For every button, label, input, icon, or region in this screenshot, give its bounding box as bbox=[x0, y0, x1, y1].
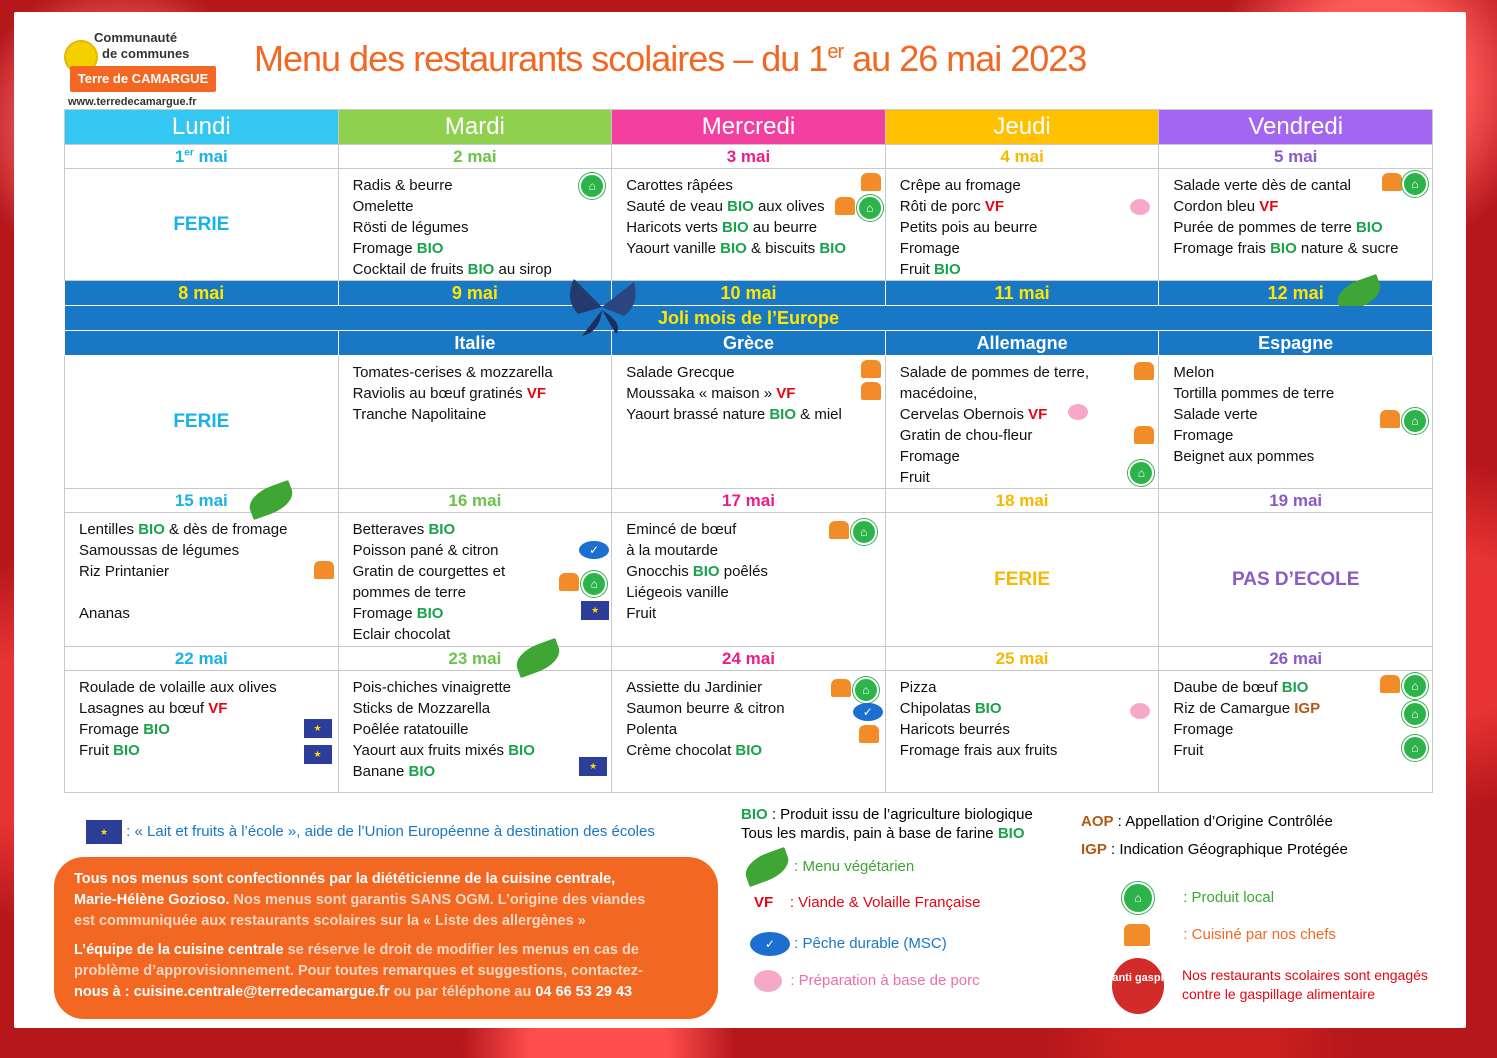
menu-cell: FERIE bbox=[65, 356, 339, 489]
day-mercredi: Mercredi bbox=[612, 110, 886, 145]
legend-veg: : Menu végétarien bbox=[744, 854, 914, 880]
menu-item: Emincé de bœuf bbox=[626, 521, 737, 538]
menu-item: Yaourt vanille BIO & biscuits BIO bbox=[626, 240, 847, 257]
info-line: nous à : cuisine.centrale@terredecamargue.fr ou par téléphone au 04 66 53 29 43 bbox=[74, 984, 633, 1000]
date-cell: 8 mai bbox=[65, 281, 339, 306]
menu-item: Tomates-cerises & mozzarella bbox=[352, 364, 553, 381]
pig-icon bbox=[754, 970, 782, 992]
menu-cell bbox=[65, 671, 339, 793]
chef-hat-icon bbox=[1382, 173, 1402, 191]
logo bbox=[64, 22, 224, 108]
menu-item: Pois-chiches vinaigrette bbox=[352, 679, 512, 696]
msc-fish-icon: ✓ bbox=[579, 541, 609, 559]
menu-item: Fruit bbox=[899, 469, 930, 486]
chef-hat-icon bbox=[1134, 426, 1154, 444]
logo-url: www.terredecamargue.fr bbox=[68, 96, 197, 108]
menu-item bbox=[79, 582, 328, 603]
menu-item: Cordon bleu VF bbox=[1173, 198, 1279, 215]
msc-fish-icon: ✓ bbox=[853, 703, 883, 721]
chef-hat-icon bbox=[1134, 362, 1154, 380]
menu-page bbox=[14, 12, 1466, 1028]
chef-hat-icon bbox=[1380, 675, 1400, 693]
chef-hat-icon bbox=[1380, 410, 1400, 428]
date-cell: 10 mai bbox=[612, 281, 886, 306]
country-cell: Espagne bbox=[1159, 331, 1433, 356]
legend-labels: AOP : Appellation d’Origine Contrôlée IGP : Indication Géographique Protégée bbox=[1081, 813, 1348, 858]
legend-chefs: : Cuisiné par nos chefs bbox=[1124, 924, 1336, 946]
basket-icon: ⌂ bbox=[851, 519, 877, 545]
logo-line1: Communauté bbox=[94, 30, 178, 45]
chef-hat-icon bbox=[861, 173, 881, 191]
menu-cell bbox=[1159, 356, 1433, 489]
menu-item: Polenta bbox=[626, 721, 678, 738]
chef-hat-icon bbox=[861, 382, 881, 400]
menu-cell bbox=[885, 169, 1159, 281]
menu-item: Fromage BIO bbox=[352, 605, 444, 622]
basket-icon: ⌂ bbox=[853, 677, 879, 703]
date-cell: 4 mai bbox=[885, 145, 1159, 169]
menu-item: Omelette bbox=[352, 198, 414, 215]
menu-cell bbox=[338, 356, 612, 489]
basket-icon: ⌂ bbox=[1402, 171, 1428, 197]
menu-item: Fruit BIO bbox=[79, 742, 140, 759]
date-cell: 26 mai bbox=[1159, 647, 1433, 671]
menu-item: Gratin de courgettes et bbox=[352, 563, 506, 580]
menu-item: Ananas bbox=[79, 605, 130, 622]
menu-cell bbox=[612, 513, 886, 647]
menu-item: Haricots beurrés bbox=[899, 721, 1010, 738]
dates-week3 bbox=[65, 489, 1433, 513]
basket-icon: ⌂ bbox=[579, 173, 605, 199]
menu-cell: FERIE bbox=[885, 513, 1159, 647]
legend-eu: ★ : « Lait et fruits à l’école », aide de l’Union Européenne à destination des écoles bbox=[86, 820, 655, 844]
chef-hat-icon bbox=[859, 725, 879, 743]
dates-week2 bbox=[65, 281, 1433, 306]
menu-week2 bbox=[65, 356, 1433, 489]
msc-fish-icon: ✓ bbox=[750, 932, 790, 956]
menu-cell bbox=[885, 671, 1159, 793]
menu-item: Melon bbox=[1173, 364, 1215, 381]
chef-hat-icon bbox=[831, 679, 851, 697]
date-cell: 3 mai bbox=[612, 145, 886, 169]
date-cell: 11 mai bbox=[885, 281, 1159, 306]
date-cell: 19 mai bbox=[1159, 489, 1433, 513]
menu-item: macédoine, bbox=[899, 385, 978, 402]
menu-item: Gnocchis BIO poêlés bbox=[626, 563, 768, 580]
date-cell: 23 mai bbox=[338, 647, 612, 671]
date-cell: 15 mai bbox=[65, 489, 339, 513]
menu-cell: FERIE bbox=[65, 169, 339, 281]
menu-item: Fromage bbox=[1173, 721, 1234, 738]
info-line: Tous nos menus sont confectionnés par la diététicienne de la cuisine centrale, bbox=[74, 871, 616, 887]
logo-band: Terre de CAMARGUE bbox=[70, 66, 216, 92]
days-header bbox=[65, 110, 1433, 145]
legend-porc: : Préparation à base de porc bbox=[754, 970, 980, 992]
dates-week1 bbox=[65, 145, 1433, 169]
menu-item: Chipolatas BIO bbox=[899, 700, 1002, 717]
menu-cell bbox=[1159, 169, 1433, 281]
menu-table bbox=[64, 109, 1433, 793]
menu-item: Yaourt aux fruits mixés BIO bbox=[352, 742, 535, 759]
menu-item: Pizza bbox=[899, 679, 937, 696]
date-cell: 12 mai bbox=[1159, 281, 1433, 306]
menu-item: Salade verte bbox=[1173, 406, 1258, 423]
legend-local: ⌂ : Produit local bbox=[1122, 882, 1274, 914]
page-title: Menu des restaurants scolaires – du 1er au 26 mai 2023 bbox=[254, 38, 1087, 79]
date-cell: 24 mai bbox=[612, 647, 886, 671]
menu-item: Sticks de Mozzarella bbox=[352, 700, 491, 717]
info-line: Marie-Hélène Gozioso. Nos menus sont garantis SANS OGM. L’origine des viandes bbox=[74, 892, 646, 908]
menu-week3 bbox=[65, 513, 1433, 647]
menu-cell bbox=[338, 169, 612, 281]
menu-item: Haricots verts BIO au beurre bbox=[626, 219, 818, 236]
menu-item: Salade verte dès de cantal bbox=[1173, 177, 1351, 194]
menu-week1 bbox=[65, 169, 1433, 281]
info-box bbox=[54, 857, 718, 1019]
info-line: problème d’approvisionnement. Pour toutes remarques et suggestions, contactez- bbox=[74, 963, 643, 979]
europe-banner-row bbox=[65, 306, 1433, 331]
menu-item: Beignet aux pommes bbox=[1173, 448, 1315, 465]
menu-item: Betteraves BIO bbox=[352, 521, 456, 538]
chef-hat-icon bbox=[829, 521, 849, 539]
menu-item: Salade de pommes de terre, bbox=[899, 364, 1090, 381]
day-vendredi: Vendredi bbox=[1159, 110, 1433, 145]
europe-banner: Joli mois de l’Europe bbox=[65, 306, 1433, 331]
basket-icon: ⌂ bbox=[1402, 701, 1428, 727]
country-cell: Italie bbox=[338, 331, 612, 356]
menu-item: Fromage frais aux fruits bbox=[899, 742, 1058, 759]
menu-item: Fromage bbox=[1173, 427, 1234, 444]
menu-item: Cocktail de fruits BIO au sirop bbox=[352, 261, 552, 278]
menu-item: Sauté de veau BIO aux olives bbox=[626, 198, 825, 215]
menu-week4 bbox=[65, 671, 1433, 793]
date-cell: 17 mai bbox=[612, 489, 886, 513]
menu-cell bbox=[1159, 671, 1433, 793]
menu-item: Fromage bbox=[899, 448, 960, 465]
date-cell: 9 mai bbox=[338, 281, 612, 306]
menu-item: Roulade de volaille aux olives bbox=[79, 679, 277, 696]
menu-item: Poisson pané & citron bbox=[352, 542, 499, 559]
menu-item: Rösti de légumes bbox=[352, 219, 469, 236]
day-lundi: Lundi bbox=[65, 110, 339, 145]
menu-item: Riz de Camargue IGP bbox=[1173, 700, 1321, 717]
countries-row bbox=[65, 331, 1433, 356]
date-cell: 1er mai bbox=[65, 145, 339, 169]
basket-icon: ⌂ bbox=[1128, 460, 1154, 486]
date-cell: 5 mai bbox=[1159, 145, 1433, 169]
menu-item: Samoussas de légumes bbox=[79, 542, 240, 559]
legend-vf: VF : Viande & Volaille Française bbox=[754, 894, 981, 911]
menu-item: Petits pois au beurre bbox=[899, 219, 1038, 236]
day-jeudi: Jeudi bbox=[885, 110, 1159, 145]
eu-flag-icon: ★ bbox=[304, 719, 332, 738]
menu-item: Assiette du Jardinier bbox=[626, 679, 763, 696]
menu-item: Yaourt brassé nature BIO & miel bbox=[626, 406, 842, 423]
menu-cell: PAS D’ECOLE bbox=[1159, 513, 1433, 647]
menu-item: Moussaka « maison » VF bbox=[626, 385, 796, 402]
date-cell: 18 mai bbox=[885, 489, 1159, 513]
menu-cell bbox=[338, 671, 612, 793]
date-cell: 25 mai bbox=[885, 647, 1159, 671]
menu-item: Salade Grecque bbox=[626, 364, 735, 381]
menu-item: Banane BIO bbox=[352, 763, 436, 780]
info-line: L’équipe de la cuisine centrale se réserve le droit de modifier les menus en cas de bbox=[74, 942, 639, 958]
menu-item: à la moutarde bbox=[626, 542, 718, 559]
menu-item: Saumon beurre & citron bbox=[626, 700, 785, 717]
menu-item: Cervelas Obernois VF bbox=[899, 406, 1048, 423]
country-cell bbox=[65, 331, 339, 356]
date-cell: 22 mai bbox=[65, 647, 339, 671]
menu-item: Fromage bbox=[899, 240, 960, 257]
menu-cell bbox=[612, 169, 886, 281]
menu-item: Eclair chocolat bbox=[352, 626, 451, 643]
menu-item: Fromage frais BIO nature & sucre bbox=[1173, 240, 1399, 257]
info-line: est communiquée aux restaurants scolaires sur la « Liste des allergènes » bbox=[74, 913, 586, 929]
menu-item: Tortilla pommes de terre bbox=[1173, 385, 1335, 402]
menu-item: Rôti de porc VF bbox=[899, 198, 1004, 215]
chef-hat-icon bbox=[861, 360, 881, 378]
basket-icon: ⌂ bbox=[857, 195, 883, 221]
menu-item: Fruit bbox=[1173, 742, 1204, 759]
menu-item: Riz Printanier bbox=[79, 563, 170, 580]
menu-item: Fromage BIO bbox=[79, 721, 170, 738]
chef-hat-icon bbox=[559, 573, 579, 591]
menu-item: Fruit BIO bbox=[899, 261, 961, 278]
menu-item: Raviolis au bœuf gratinés VF bbox=[352, 385, 547, 402]
basket-icon: ⌂ bbox=[581, 571, 607, 597]
chef-hat-icon bbox=[835, 197, 855, 215]
menu-cell bbox=[612, 356, 886, 489]
butterfly-icon bbox=[564, 274, 640, 340]
eu-flag-icon: ★ bbox=[86, 820, 122, 844]
eu-flag-icon: ★ bbox=[581, 601, 609, 620]
menu-item: Daube de bœuf BIO bbox=[1173, 679, 1309, 696]
menu-item: Poêlée ratatouille bbox=[352, 721, 469, 738]
chef-hat-icon bbox=[314, 561, 334, 579]
menu-item: pommes de terre bbox=[352, 584, 466, 601]
menu-item: Lentilles BIO & dès de fromage bbox=[79, 521, 288, 538]
menu-cell bbox=[885, 356, 1159, 489]
menu-item: Carottes râpées bbox=[626, 177, 733, 194]
menu-cell bbox=[65, 513, 339, 647]
menu-item: Radis & beurre bbox=[352, 177, 453, 194]
eu-flag-icon: ★ bbox=[304, 745, 332, 764]
menu-item: Lasagnes au bœuf VF bbox=[79, 700, 228, 717]
menu-cell bbox=[612, 671, 886, 793]
country-cell: Grèce bbox=[612, 331, 886, 356]
basket-icon: ⌂ bbox=[1402, 735, 1428, 761]
menu-item: Gratin de chou-fleur bbox=[899, 427, 1033, 444]
date-cell: 2 mai bbox=[338, 145, 612, 169]
legend-msc: ✓ : Pêche durable (MSC) bbox=[750, 932, 947, 956]
menu-item: Tranche Napolitaine bbox=[352, 406, 487, 423]
date-cell: 16 mai bbox=[338, 489, 612, 513]
menu-cell bbox=[338, 513, 612, 647]
logo-line2: de communes bbox=[102, 46, 190, 61]
basket-icon: ⌂ bbox=[1122, 882, 1154, 914]
day-mardi: Mardi bbox=[338, 110, 612, 145]
leaf-icon bbox=[741, 847, 793, 887]
basket-icon: ⌂ bbox=[1402, 408, 1428, 434]
menu-item: Fromage BIO bbox=[352, 240, 444, 257]
menu-item: Liégeois vanille bbox=[626, 584, 729, 601]
antigaspi-apple-icon: anti gaspi bbox=[1112, 958, 1164, 1014]
basket-icon: ⌂ bbox=[1402, 673, 1428, 699]
menu-item: Purée de pommes de terre BIO bbox=[1173, 219, 1383, 236]
legend-bio: BIO : Produit issu de l’agriculture biologique Tous les mardis, pain à base de farine BIO bbox=[741, 806, 1033, 842]
legend-gaspi: Nos restaurants scolaires sont engagés contre le gaspillage alimentaire bbox=[1182, 967, 1428, 1002]
eu-flag-icon: ★ bbox=[579, 757, 607, 776]
chef-hat-icon bbox=[1124, 924, 1150, 946]
menu-item: Crêpe au fromage bbox=[899, 177, 1021, 194]
menu-item: Fruit bbox=[626, 605, 657, 622]
menu-item: Crème chocolat BIO bbox=[626, 742, 763, 759]
dates-week4 bbox=[65, 647, 1433, 671]
country-cell: Allemagne bbox=[885, 331, 1159, 356]
